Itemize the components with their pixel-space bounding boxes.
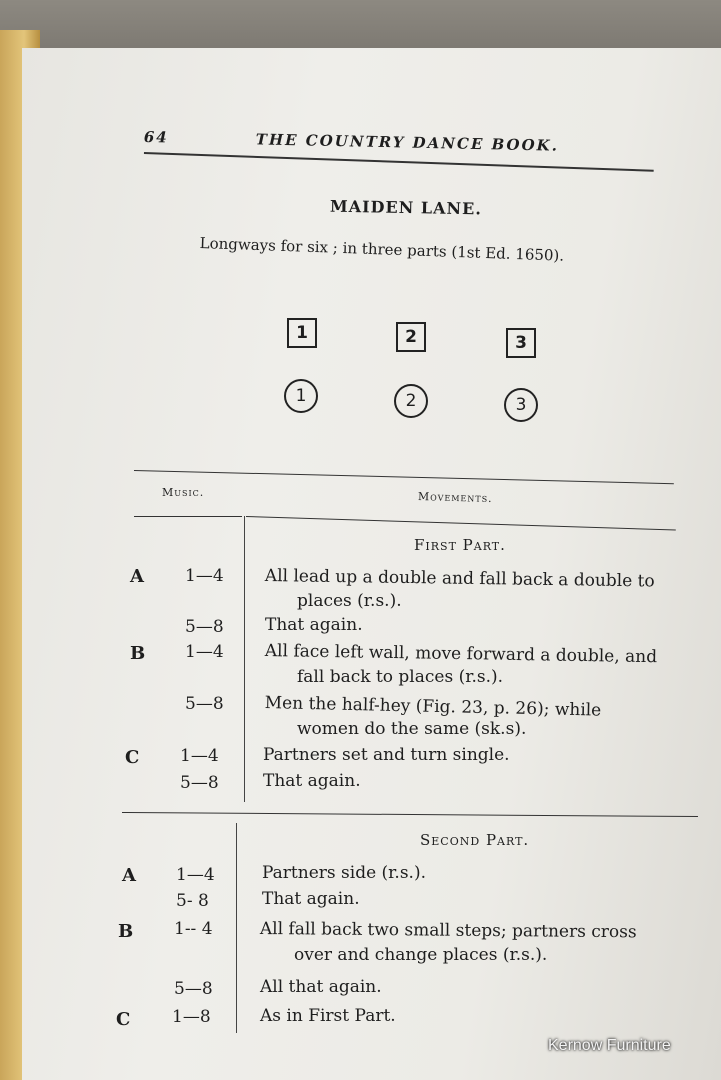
bar-numbers: 1—4 (176, 865, 215, 885)
movement-text: That again. (265, 615, 363, 635)
movement-text: places (r.s.). (297, 591, 402, 611)
bar-numbers: 1—4 (180, 746, 219, 766)
movement-text: Partners set and turn single. (263, 745, 510, 765)
section-letter: B (118, 921, 134, 942)
page-number: 64 (143, 128, 169, 147)
bar-numbers: 1—8 (172, 1007, 211, 1027)
movement-text: Partners side (r.s.). (262, 863, 426, 883)
second-part-heading: Second Part. (420, 831, 530, 849)
music-column-heading: Music. (162, 486, 205, 499)
movement-text: All that again. (260, 977, 382, 997)
running-head: THE COUNTRY DANCE BOOK. (255, 130, 560, 155)
section-letter: B (130, 643, 146, 664)
movements-column-heading: Movements. (417, 490, 493, 505)
movement-text: over and change places (r.s.). (294, 945, 548, 965)
man-3-square: 3 (506, 328, 536, 358)
column-divider-first (244, 516, 245, 802)
movement-text: fall back to places (r.s.). (297, 667, 504, 687)
movement-text: That again. (263, 771, 361, 791)
bar-numbers: 1—4 (185, 642, 224, 662)
table-top-rule (134, 470, 674, 484)
man-1-square: 1 (287, 318, 317, 348)
movement-text: That again. (262, 889, 360, 909)
part-divider-rule (122, 812, 698, 817)
bar-numbers: 5—8 (185, 617, 224, 637)
woman-3-circle: 3 (504, 388, 538, 422)
bar-numbers: 5- 8 (176, 891, 209, 911)
movement-text: All face left wall, move forward a double, and (264, 641, 658, 668)
movement-text: As in First Part. (260, 1006, 396, 1026)
column-divider-second (236, 823, 237, 1033)
man-2-square: 2 (396, 322, 426, 352)
movement-text: women do the same (sk.s). (297, 719, 527, 739)
music-heading-rule (134, 516, 242, 517)
section-letter: A (122, 865, 136, 886)
woman-2-circle: 2 (394, 384, 428, 418)
bar-numbers: 5—8 (180, 773, 219, 793)
bar-numbers: 1—4 (185, 566, 224, 586)
movement-text: All fall back two small steps; partners cross (259, 919, 637, 943)
woman-1-circle: 1 (284, 379, 318, 413)
first-part-heading: First Part. (414, 536, 506, 554)
watermark-text: Kernow Furniture (548, 1037, 671, 1054)
movements-heading-rule (246, 516, 676, 531)
bar-numbers: 5—8 (174, 979, 213, 999)
section-letter: C (125, 747, 140, 768)
section-letter: A (130, 566, 144, 587)
movement-text: Men the half-hey (Fig. 23, p. 26); while (264, 693, 602, 721)
bar-numbers: 5—8 (185, 694, 224, 714)
book-page (22, 48, 721, 1080)
movement-text: All lead up a double and fall back a double to (264, 566, 655, 592)
section-letter: C (116, 1009, 131, 1030)
dance-subtitle: Longways for six ; in three parts (1st Ed. 1650). (199, 234, 565, 265)
dance-title: MAIDEN LANE. (329, 196, 483, 219)
bar-numbers: 1-- 4 (174, 919, 213, 939)
